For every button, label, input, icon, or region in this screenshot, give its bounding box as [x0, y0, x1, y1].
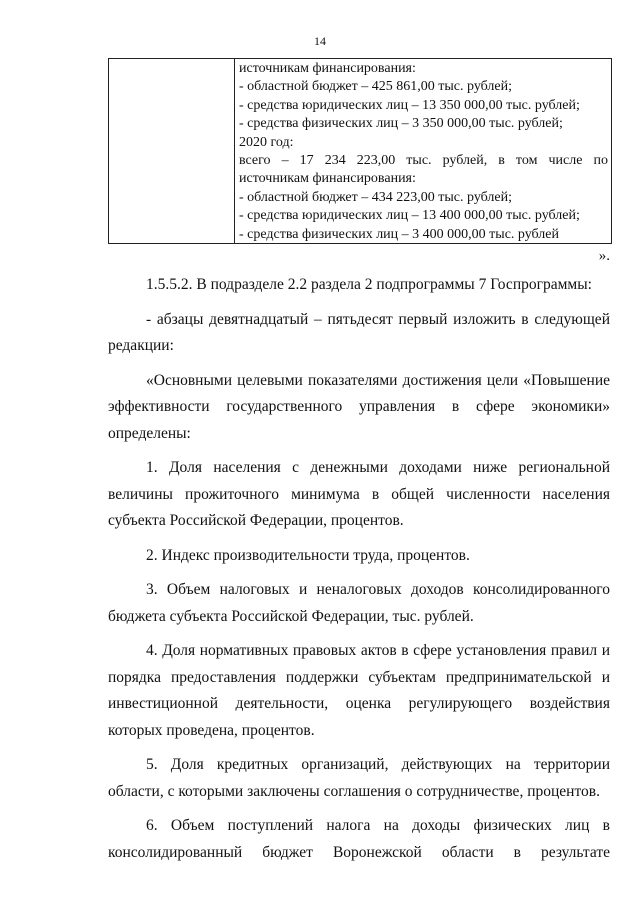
table-left-cell	[109, 59, 235, 243]
table-line: - областной бюджет – 434 223,00 тыс. рублей;	[239, 189, 512, 205]
page-number: 14	[314, 34, 326, 48]
table-line: 2020 год:	[239, 134, 294, 150]
table-line: - средства физических лиц – 3 350 000,00 тыс. рублей;	[239, 116, 563, 132]
table-line: - средства физических лиц – 3 400 000,00 тыс. рублей	[239, 226, 560, 242]
paragraph-2: - абзацы девятнадцатый – пятьдесят первый изложить в следующей редакции:	[108, 310, 610, 354]
document-body	[108, 272, 610, 874]
paragraph-6: 3. Объем налоговых и неналоговых доходов консолидированного бюджета субъекта Российской Федерации, тыс. рублей.	[108, 581, 610, 625]
table-right-cell	[235, 59, 611, 243]
paragraph-1: 1.5.5.2. В подразделе 2.2 раздела 2 подпрограммы 7 Госпрограммы:	[146, 276, 592, 293]
closing-quote-mark: ».	[598, 248, 610, 264]
table-line: источникам финансирования:	[239, 61, 416, 76]
financing-table	[108, 58, 612, 244]
table-line: - средства юридических лиц – 13 350 000,00 тыс. рублей;	[239, 97, 580, 113]
paragraph-8: 5. Доля кредитных организаций, действующих на территории области, с которыми заключены соглашения о сотрудничестве, процентов.	[108, 756, 610, 800]
paragraph-7: 4. Доля нормативных правовых актов в сфере установления правил и порядка предоставления поддержки субъектам предпринимательской и инвестиционной деятельности, оценка регулирующего воздействия которых проведена, процентов.	[108, 642, 610, 739]
paragraph-3: «Основными целевыми показателями достижения цели «Повышение эффективности государственного управления в сфере экономики» определены:	[108, 371, 610, 442]
paragraph-5: 2. Индекс производительности труда, процентов.	[146, 546, 470, 564]
table-line: всего – 17 234 223,00 тыс. рублей, в том числе по	[239, 153, 608, 169]
paragraph-4: 1. Доля населения с денежными доходами ниже региональной величины прожиточного минимума в общей численности населения субъекта Российской Федерации, процентов.	[108, 459, 610, 529]
paragraph-9: 6. Объем поступлений налога на доходы физических лиц в консолидированный бюджет Воронежской области в результате	[108, 817, 610, 861]
table-line: - средства юридических лиц – 13 400 000,00 тыс. рублей;	[239, 208, 580, 224]
table-line: источникам финансирования:	[239, 171, 416, 187]
table-line: - областной бюджет – 425 861,00 тыс. рублей;	[239, 79, 512, 95]
